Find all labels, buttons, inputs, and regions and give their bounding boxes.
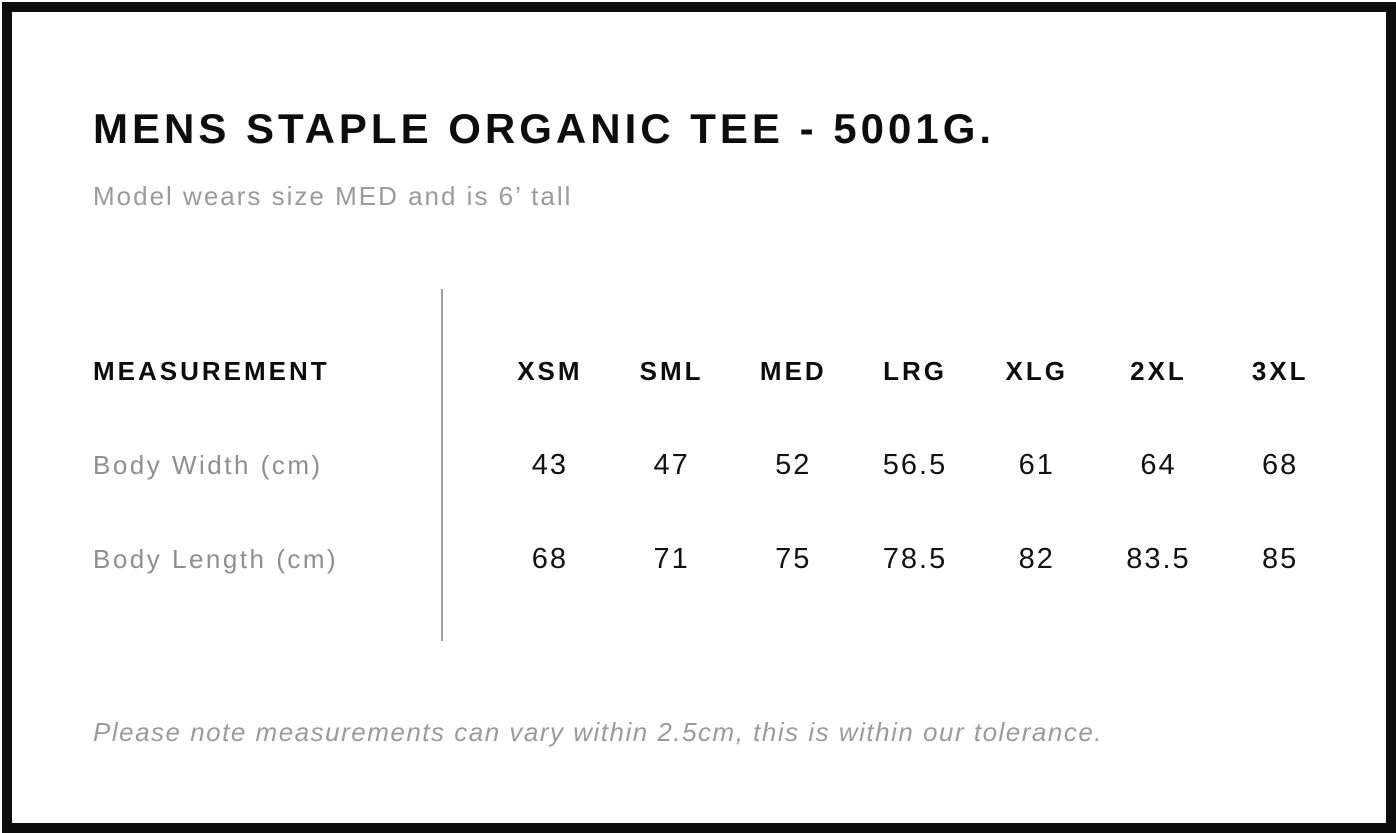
- body-length-3xl: 85: [1262, 542, 1299, 575]
- table-header-row: [93, 324, 1341, 418]
- size-header-3xl: 3XL: [1251, 355, 1309, 386]
- size-header-med: MED: [759, 355, 827, 386]
- body-width-sml: 47: [653, 448, 690, 481]
- body-length-xlg: 82: [1018, 542, 1055, 575]
- body-length-med: 75: [775, 542, 812, 575]
- body-width-lrg: 56.5: [882, 448, 948, 481]
- body-width-med: 52: [775, 448, 812, 481]
- measurement-column-header: MEASUREMENT: [93, 355, 330, 386]
- body-length-xsm: 68: [531, 542, 568, 575]
- body-width-xsm: 43: [531, 448, 568, 481]
- row-label-body-length: Body Length (cm): [93, 543, 339, 574]
- size-header-sml: SML: [639, 355, 704, 386]
- size-guide-content: [12, 105, 1386, 748]
- row-label-body-width: Body Width (cm): [93, 449, 323, 480]
- size-header-xlg: XLG: [1005, 355, 1068, 386]
- body-length-2xl: 83.5: [1126, 542, 1191, 575]
- body-length-sml: 71: [653, 542, 690, 575]
- page-title: MENS STAPLE ORGANIC TEE - 5001G.: [93, 105, 996, 152]
- body-length-lrg: 78.5: [882, 542, 948, 575]
- vertical-divider: [441, 289, 443, 641]
- table-row-body-width: [93, 418, 1341, 512]
- body-width-xlg: 61: [1018, 448, 1055, 481]
- body-length-value-cells: [441, 543, 1341, 576]
- page-border-frame: [2, 2, 1396, 833]
- body-width-2xl: 64: [1140, 448, 1177, 481]
- size-header-xsm: XSM: [517, 355, 583, 386]
- model-size-info: Model wears size MED and is 6’ tall: [93, 181, 573, 211]
- tolerance-note: Please note measurements can vary within 2.5cm, this is within our tolerance.: [93, 717, 1104, 747]
- body-width-value-cells: [441, 449, 1341, 482]
- size-header-lrg: LRG: [883, 355, 947, 386]
- size-header-2xl: 2XL: [1130, 355, 1187, 386]
- body-width-3xl: 68: [1262, 448, 1299, 481]
- table-row-body-length: [93, 512, 1341, 606]
- size-chart-table: [93, 289, 1341, 641]
- size-header-cells: [441, 356, 1341, 387]
